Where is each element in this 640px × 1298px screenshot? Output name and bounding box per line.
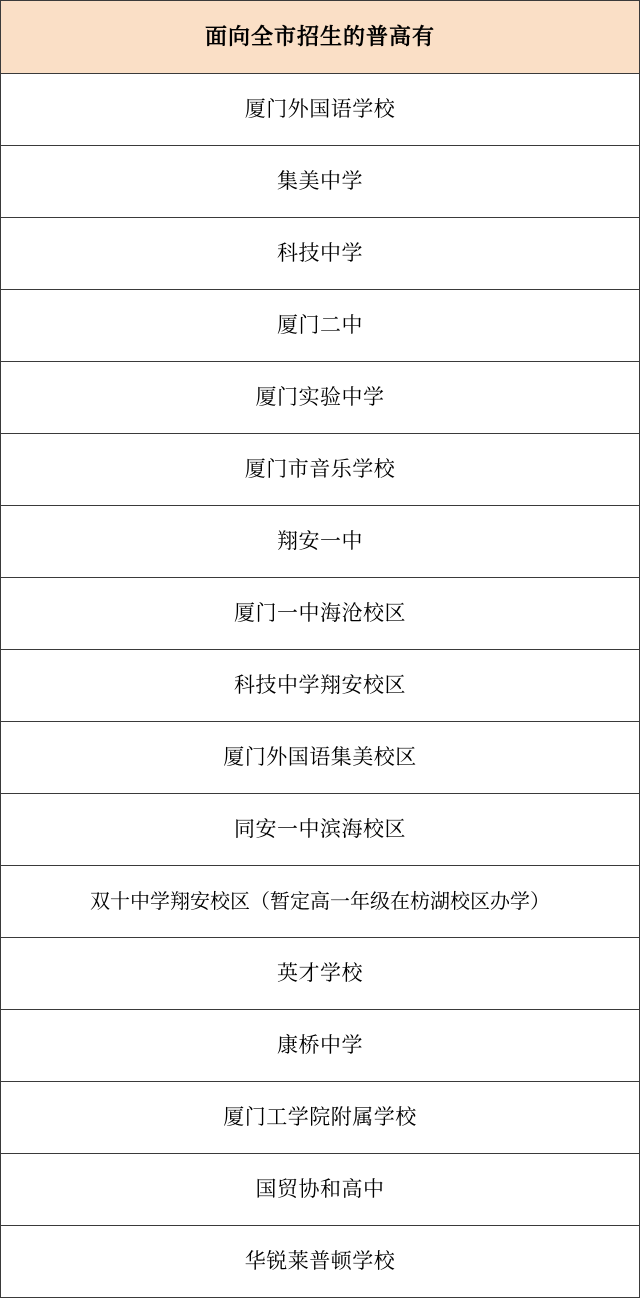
table-row <box>1 74 640 146</box>
table-row <box>1 1154 640 1226</box>
school-name-cell: 科技中学翔安校区 <box>1 650 640 722</box>
school-name-cell: 翔安一中 <box>1 506 640 578</box>
school-name-cell: 华锐莱普顿学校 <box>1 1226 640 1298</box>
table-row <box>1 506 640 578</box>
table-row <box>1 938 640 1010</box>
school-name-cell: 双十中学翔安校区（暂定高一年级在枋湖校区办学） <box>1 866 640 938</box>
school-name-cell: 厦门外国语学校 <box>1 74 640 146</box>
table-row <box>1 1010 640 1082</box>
table-body <box>1 74 640 1298</box>
table-row <box>1 362 640 434</box>
table-row <box>1 794 640 866</box>
table-row <box>1 722 640 794</box>
table-header <box>1 1 640 74</box>
table-row <box>1 290 640 362</box>
school-name-cell: 厦门市音乐学校 <box>1 434 640 506</box>
table-row <box>1 434 640 506</box>
table-header-cell: 面向全市招生的普高有 <box>1 1 640 74</box>
school-name-cell: 厦门二中 <box>1 290 640 362</box>
school-name-cell: 厦门实验中学 <box>1 362 640 434</box>
school-name-cell: 厦门外国语集美校区 <box>1 722 640 794</box>
school-name-cell: 英才学校 <box>1 938 640 1010</box>
table-row <box>1 650 640 722</box>
table-row <box>1 146 640 218</box>
table-row <box>1 866 640 938</box>
table-header-row <box>1 1 640 74</box>
school-name-cell: 康桥中学 <box>1 1010 640 1082</box>
table-row <box>1 1226 640 1298</box>
school-name-cell: 厦门工学院附属学校 <box>1 1082 640 1154</box>
table-row <box>1 218 640 290</box>
table-row <box>1 1082 640 1154</box>
school-name-cell: 国贸协和高中 <box>1 1154 640 1226</box>
school-name-cell: 同安一中滨海校区 <box>1 794 640 866</box>
table-row <box>1 578 640 650</box>
school-name-cell: 厦门一中海沧校区 <box>1 578 640 650</box>
school-name-cell: 科技中学 <box>1 218 640 290</box>
school-name-cell: 集美中学 <box>1 146 640 218</box>
